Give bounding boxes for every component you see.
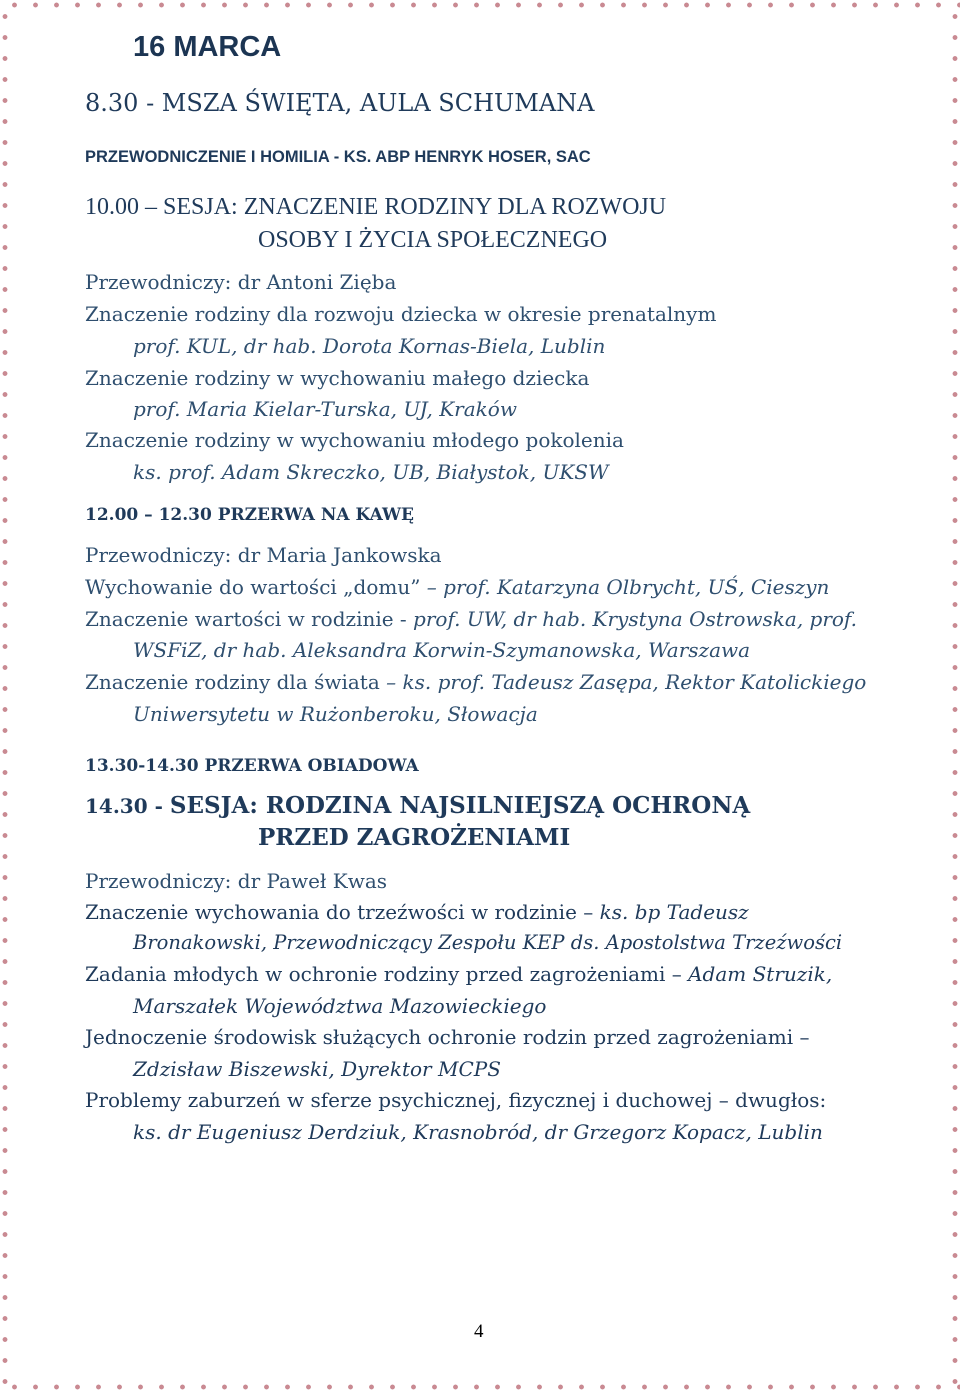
session3-talk2-title: Zadania młodych w ochronie rodziny przed zagrożeniami – xyxy=(85,962,689,986)
session1-title-line1: 10.00 – SESJA: ZNACZENIE RODZINY DLA ROZWOJU xyxy=(85,194,667,220)
session3-talk1-title: Znaczenie wychowania do trzeźwości w rodzinie – xyxy=(85,900,600,924)
session3-talk4-title: Problemy zaburzeń w sferze psychicznej, fizycznej i duchowej – dwugłos: xyxy=(85,1088,827,1112)
session2-talk3-title: Znaczenie rodziny dla świata xyxy=(85,670,387,694)
session2-talk1 xyxy=(85,575,829,599)
decorative-border-top xyxy=(0,0,960,10)
session2-talk3 xyxy=(85,670,866,694)
session3-talk1 xyxy=(85,900,749,924)
session3-title-line1 xyxy=(85,792,750,819)
session2-talk2 xyxy=(85,607,857,631)
session3-title-line2: PRZED ZAGROŻENIAMI xyxy=(258,824,571,851)
session1-speaker1: prof. KUL, dr hab. Dorota Kornas-Biela, Lublin xyxy=(133,334,606,358)
decorative-border-right xyxy=(950,0,960,1392)
mass-line: 8.30 - MSZA ŚWIĘTA, AULA SCHUMANA xyxy=(85,89,595,117)
session2-talk2-speaker-b: WSFiZ, dr hab. Aleksandra Korwin-Szymanowska, Warszawa xyxy=(133,638,751,662)
coffee-break: 12.00 – 12.30 PRZERWA NA KAWĘ xyxy=(85,505,414,525)
session1-talk3: Znaczenie rodziny w wychowaniu młodego pokolenia xyxy=(85,428,624,452)
session1-talk1: Znaczenie rodziny dla rozwoju dziecka w okresie prenatalnym xyxy=(85,302,717,326)
session2-talk2-title: Znaczenie wartości w rodzinie - xyxy=(85,607,414,631)
session1-chair: Przewodniczy: dr Antoni Zięba xyxy=(85,270,397,294)
session3-talk2 xyxy=(85,962,832,986)
session3-talk2-speaker-b: Marszałek Województwa Mazowieckiego xyxy=(133,994,547,1018)
session3-talk2-speaker-a: Adam Struzik, xyxy=(688,962,833,986)
decorative-border-left xyxy=(0,0,10,1392)
decorative-border-bottom xyxy=(0,1382,960,1392)
session1-speaker3: ks. prof. Adam Skreczko, UB, Białystok, UKSW xyxy=(133,460,609,484)
session3-talk1-speaker-a: ks. bp Tadeusz xyxy=(599,900,749,924)
session3-talk3-title: Jednoczenie środowisk służących ochronie rodzin przed zagrożeniami – xyxy=(85,1025,810,1049)
session1-title-line2: OSOBY I ŻYCIA SPOŁECZNEGO xyxy=(258,227,608,253)
session2-talk3-speaker-a: – ks. prof. Tadeusz Zasępa, Rektor Katolickiego xyxy=(386,670,867,694)
session2-talk3-speaker-b: Uniwersytetu w Rużonberoku, Słowacja xyxy=(133,702,538,726)
session1-speaker2: prof. Maria Kielar-Turska, UJ, Kraków xyxy=(133,397,517,421)
session3-talk1-speaker-b: Bronakowski, Przewodniczący Zespołu KEP ds. Apostolstwa Trzeźwości xyxy=(133,931,843,954)
session3-chair: Przewodniczy: dr Paweł Kwas xyxy=(85,869,388,893)
page-number: 4 xyxy=(474,1321,484,1342)
presiding-line: PRZEWODNICZENIE I HOMILIA - KS. ABP HENRYK HOSER, SAC xyxy=(85,148,591,166)
session3-talk4-speaker: ks. dr Eugeniusz Derdziuk, Krasnobród, dr Grzegorz Kopacz, Lublin xyxy=(133,1120,823,1144)
session2-talk1-speaker: – prof. Katarzyna Olbrycht, UŚ, Cieszyn xyxy=(426,575,830,599)
session3-talk3-speaker: Zdzisław Biszewski, Dyrektor MCPS xyxy=(133,1057,501,1081)
session3-title: SESJA: RODZINA NAJSILNIEJSZĄ OCHRONĄ xyxy=(169,792,751,819)
session1-talk2: Znaczenie rodziny w wychowaniu małego dziecka xyxy=(85,366,590,390)
session2-chair: Przewodniczy: dr Maria Jankowska xyxy=(85,543,442,567)
session2-talk2-speaker-a: prof. UW, dr hab. Krystyna Ostrowska, prof. xyxy=(413,607,857,631)
date-heading: 16 MARCA xyxy=(133,31,282,63)
lunch-break: 13.30-14.30 PRZERWA OBIADOWA xyxy=(85,756,419,776)
session3-time: 14.30 - xyxy=(85,794,170,818)
session2-talk1-title: Wychowanie do wartości „domu” xyxy=(85,575,421,599)
